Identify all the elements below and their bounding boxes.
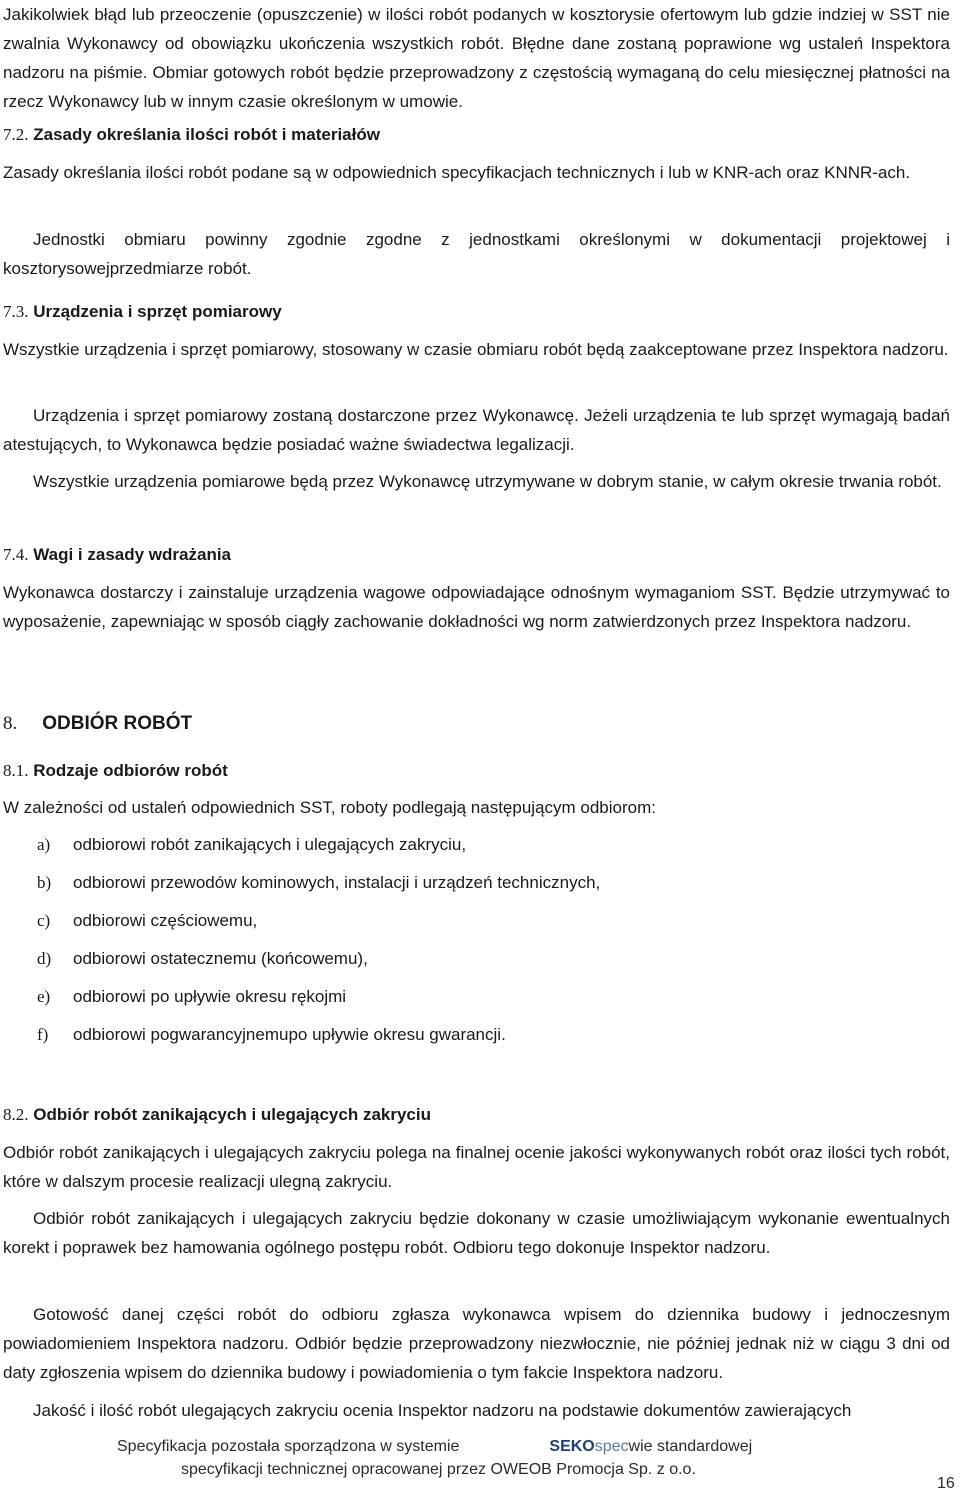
list-item: f) odbiorowi pogwarancyjnemupo upływie okresu gwarancji. [37,1025,506,1044]
heading-8-1: 8.1. Rodzaje odbiorów robót [3,761,228,780]
paragraph-7-3-maintenance: Wszystkie urządzenia pomiarowe będą przez Wykonawcę utrzymywane w dobrym stanie, w całym okresie trwania robót. [33,472,942,491]
paragraph-7-4-scales: Wykonawca dostarczy i zainstaluje urządzenia wagowe odpowiadające odnośnym wymaganiom SST. Będzie utrzymywać to wyposażenie, zapewniając w sposób ciągły zachowanie dokładności wg norm zatwierdzonych przez Inspektora nadzoru. [3,583,950,631]
heading-7-4: 7.4. Wagi i zasady wdrażania [3,545,232,564]
page-number: 16 [937,1475,955,1492]
paragraph-8-1-intro: W zależności od ustaleń odpowiednich SST, roboty podlegają następującym odbiorom: [3,798,656,817]
paragraph-8-2-timing: Odbiór robót zanikających i ulegających zakryciu będzie dokonany w czasie umożliwiającym wykonanie ewentualnych korekt i poprawek bez hamowania ogólnego postępu robót. Odbioru tego dokonuje Inspektor nadzoru. [3,1209,950,1257]
paragraph-measurement-errors: Jakikolwiek błąd lub przeoczenie (opuszczenie) w ilości robót podanych w kosztorysie ofertowym lub gdzie indziej w SST nie zwalnia Wykonawcy od obowiązku ukończenia wszystkich robót. Błędne dane zostaną poprawione wg ustaleń Inspektora nadzoru na piśmie. Obmiar gotowych robót będzie przeprowadzony z częstością wymaganą do celu miesięcznej płatności na rzecz Wykonawcy lub w innym czasie określonym w umowie. [3,5,950,111]
paragraph-7-2-rules: Zasady określania ilości robót podane są w odpowiednich specyfikacjach technicznych i lub w KNR-ach oraz KNNR-ach. [3,163,911,182]
heading-8: 8. ODBIÓR ROBÓT [3,713,193,734]
heading-7-3: 7.3. Urządzenia i sprzęt pomiarowy [3,302,282,321]
paragraph-8-2-quality: Jakość i ilość robót ulegających zakryciu ocenia Inspektor nadzoru na podstawie dokumentów zawierających [33,1401,852,1420]
paragraph-7-3-delivery: Urządzenia i sprzęt pomiarowy zostaną dostarczone przez Wykonawcę. Jeżeli urządzenia te lub sprzęt wymagają badań atestujących, to Wykonawca będzie posiadać ważne świadectwa legalizacji. [3,406,950,454]
paragraph-8-2-definition: Odbiór robót zanikających i ulegających zakryciu polega na finalnej ocenie jakości wykonywanych robót oraz ilości tych robót, które w dalszym procesie realizacji ulegną zakryciu. [3,1143,950,1191]
paragraph-7-3-approval: Wszystkie urządzenia i sprzęt pomiarowy, stosowany w czasie obmiaru robót będą zaakceptowane przez Inspektora nadzoru. [3,340,949,359]
sekospec-logo: SEKOspecwie standardowej [549,1438,753,1455]
paragraph-7-2-units: Jednostki obmiaru powinny zgodnie zgodne z jednostkami określonymi w dokumentacji projektowej i kosztorysowejprzedmiarze robót. [3,230,950,278]
list-item: a) odbiorowi robót zanikających i ulegających zakryciu, [37,835,467,854]
heading-7-2: 7.2. Zasady określania ilości robót i materiałów [3,125,380,144]
acceptance-types-list [3,826,950,1054]
list-item: c) odbiorowi częściowemu, [37,911,258,930]
list-item: e) odbiorowi po upływie okresu rękojmi [37,987,347,1006]
heading-8-2: 8.2. Odbiór robót zanikających i ulegających zakryciu [3,1105,431,1124]
paragraph-8-2-readiness: Gotowość danej części robót do odbioru zgłasza wykonawca wpisem do dziennika budowy i jednoczesnym powiadomieniem Inspektora nadzoru. Odbiór będzie przeprowadzony niezwłocznie, nie później jednak niż w ciągu 3 dni od daty zgłoszenia wpisem do dziennika budowy i powiadomienia o tym fakcie Inspektora nadzoru. [3,1305,950,1382]
list-item: b) odbiorowi przewodów kominowych, instalacji i urządzeń technicznych, [37,873,601,892]
list-item: d) odbiorowi ostatecznemu (końcowemu), [37,949,368,968]
footer-line-2: specyfikacji technicznej opracowanej przez OWEOB Promocja Sp. z o.o. [181,1461,696,1478]
footer-line-1: Specyfikacja pozostała sporządzona w systemie SEKOspecwie standardowej [117,1438,753,1455]
